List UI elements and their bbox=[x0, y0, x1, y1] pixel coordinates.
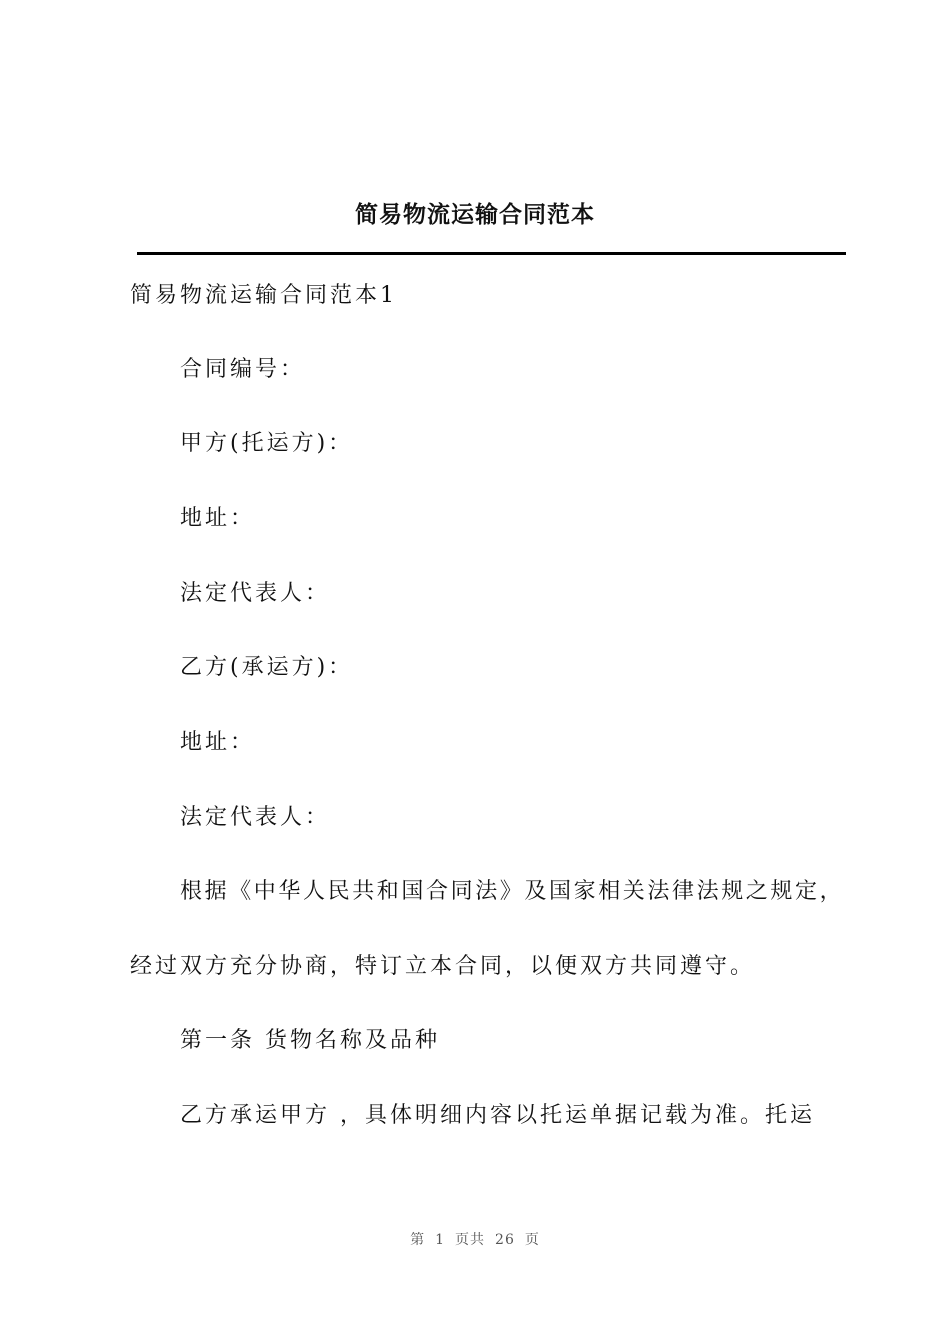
party-a-address: 地址： bbox=[180, 506, 256, 531]
section-heading: 简易物流运输合同范本1 bbox=[130, 283, 397, 308]
party-b-address: 地址： bbox=[180, 730, 256, 755]
footer-prefix: 第 bbox=[410, 1232, 426, 1248]
preamble-line-1: 根据《中华人民共和国合同法》及国家相关法律法规之规定， bbox=[180, 879, 845, 904]
footer-suffix: 页 bbox=[524, 1232, 540, 1248]
footer-middle: 页共 bbox=[455, 1232, 486, 1248]
document-title: 简易物流运输合同范本 bbox=[355, 201, 595, 228]
article-one-heading: 第一条 货物名称及品种 bbox=[180, 1028, 440, 1053]
party-a-legal-rep: 法定代表人： bbox=[180, 581, 331, 606]
footer-current-page: 1 bbox=[435, 1232, 446, 1248]
party-b-label: 乙方(承运方)： bbox=[180, 655, 354, 680]
contract-number-field: 合同编号： bbox=[180, 357, 306, 382]
article-one-body: 乙方承运甲方 ，具体明细内容以托运单据记载为准。托运 bbox=[180, 1103, 815, 1128]
page-footer bbox=[0, 1229, 950, 1249]
party-b-legal-rep: 法定代表人： bbox=[180, 805, 331, 830]
party-a-label: 甲方(托运方)： bbox=[180, 431, 354, 456]
title-divider bbox=[137, 252, 846, 255]
preamble-line-2: 经过双方充分协商，特订立本合同，以便双方共同遵守。 bbox=[130, 954, 756, 979]
footer-total-pages: 26 bbox=[495, 1232, 515, 1248]
